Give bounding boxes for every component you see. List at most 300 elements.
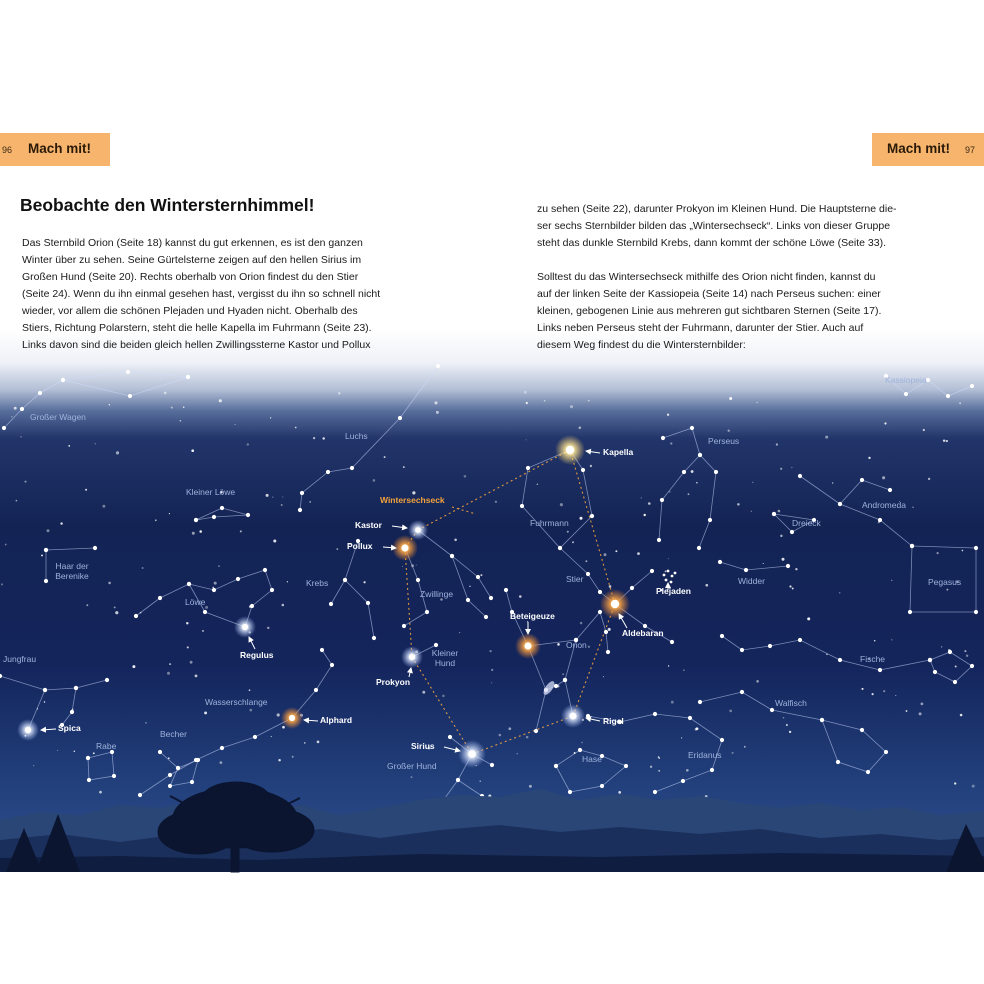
star xyxy=(832,482,833,483)
star xyxy=(588,400,590,402)
constellation-star-luchs xyxy=(326,470,330,474)
star xyxy=(37,708,38,709)
night-sky-background xyxy=(0,330,984,872)
star xyxy=(604,553,607,556)
constellation-star-perseus xyxy=(657,538,661,542)
star xyxy=(5,544,7,546)
star xyxy=(240,530,242,532)
label-dreieck: Dreieck xyxy=(792,518,821,528)
constellation-star-loewe xyxy=(250,604,254,608)
star xyxy=(670,442,672,444)
constellation-star-wasserschlange xyxy=(220,746,224,750)
label-beteigeuze: Beteigeuze xyxy=(510,611,555,621)
star xyxy=(683,669,685,671)
star xyxy=(235,424,236,425)
label-grosser-wagen: Großer Wagen xyxy=(30,412,86,422)
star xyxy=(686,769,689,772)
constellation-star-zwillinge xyxy=(484,615,488,619)
star xyxy=(526,439,527,440)
constellation-star-hase xyxy=(578,748,582,752)
star xyxy=(271,736,272,737)
body-text-line: Stiers, Richtung Polarstern, steht die helle Kapella im Fuhrmann (Seite 23). xyxy=(22,322,372,334)
star xyxy=(205,606,208,609)
star xyxy=(402,566,403,567)
star xyxy=(732,752,734,754)
star xyxy=(403,466,405,468)
constellation-star-orion xyxy=(504,588,508,592)
star xyxy=(825,436,828,439)
star xyxy=(277,713,280,716)
star xyxy=(572,541,574,543)
star xyxy=(190,661,193,664)
constellation-star-kleiner-loewe xyxy=(220,506,224,510)
star xyxy=(454,539,457,542)
star xyxy=(557,643,560,646)
star xyxy=(171,407,173,409)
star xyxy=(574,752,576,754)
body-text-line: Solltest du das Wintersechseck mithilfe des Orion nicht finden, kannst du xyxy=(537,271,876,283)
constellation-star-andromeda xyxy=(798,474,802,478)
constellation-star-haar-der-berenike xyxy=(44,548,48,552)
star xyxy=(479,780,480,781)
plejaden-star xyxy=(671,575,674,578)
star xyxy=(169,663,171,665)
star xyxy=(309,501,311,503)
star xyxy=(966,654,968,656)
star xyxy=(436,411,439,414)
bright-star-spica xyxy=(25,727,31,733)
star xyxy=(941,646,942,647)
star xyxy=(891,580,892,581)
star xyxy=(192,532,195,535)
star xyxy=(93,752,95,754)
star xyxy=(267,627,269,629)
constellation-star-luchs xyxy=(298,508,302,512)
label-haar-der-berenike: Haar der Berenike xyxy=(55,561,89,581)
star xyxy=(912,506,914,508)
star xyxy=(1,583,3,585)
plejaden-star xyxy=(663,574,666,577)
star xyxy=(132,665,135,668)
constellation-star-loewe xyxy=(236,577,240,581)
star xyxy=(906,710,908,712)
star xyxy=(780,535,782,537)
constellation-star-hase xyxy=(554,764,558,768)
constellation-star-dreieck xyxy=(772,512,776,516)
star xyxy=(567,531,569,533)
constellation-star-hase xyxy=(568,790,572,794)
star xyxy=(116,451,119,454)
star xyxy=(603,676,604,677)
bright-star-prokyon xyxy=(409,654,415,660)
constellation-star-wasserschlange xyxy=(253,735,257,739)
star xyxy=(955,665,957,667)
star xyxy=(778,510,781,513)
constellation-star-grosser-wagen xyxy=(20,407,24,411)
star xyxy=(469,586,470,587)
star xyxy=(249,689,251,691)
star xyxy=(580,622,582,624)
constellation-star-perseus xyxy=(708,518,712,522)
constellation-star-kleiner-hund xyxy=(434,643,438,647)
constellation-star-fische xyxy=(970,664,974,668)
star xyxy=(795,568,797,570)
star xyxy=(882,476,885,479)
star xyxy=(954,782,956,784)
constellation-star-kleiner-loewe xyxy=(212,515,216,519)
star xyxy=(115,611,118,614)
star xyxy=(972,785,975,788)
label-kapella: Kapella xyxy=(603,447,634,457)
constellation-star-walfisch xyxy=(884,750,888,754)
star xyxy=(570,405,573,408)
star xyxy=(85,489,87,491)
star xyxy=(218,565,219,566)
constellation-star-luchs xyxy=(398,416,402,420)
constellation-star-dreieck xyxy=(790,530,794,534)
star xyxy=(563,674,564,675)
star xyxy=(491,669,493,671)
star xyxy=(499,734,502,737)
constellation-star-wasserschlange xyxy=(168,773,172,777)
label-wasserschlange: Wasserschlange xyxy=(205,697,268,707)
constellation-star-kassiopeia xyxy=(946,394,950,398)
label-sirius: Sirius xyxy=(411,741,435,751)
star xyxy=(705,584,708,587)
constellation-star-becher xyxy=(158,750,162,754)
constellation-star-grosser-wagen xyxy=(128,394,132,398)
star xyxy=(183,406,185,408)
constellation-star-loewe xyxy=(134,614,138,618)
constellation-star-andromeda xyxy=(838,502,842,506)
star xyxy=(751,511,752,512)
constellation-star-fuhrmann xyxy=(520,504,524,508)
label-luchs: Luchs xyxy=(345,431,368,441)
star xyxy=(434,401,437,404)
body-text-line: wieder, vor allem die schönen Plejaden und Hyaden nicht. Oberhalb des xyxy=(22,305,358,317)
star xyxy=(411,776,413,778)
constellation-star-andromeda xyxy=(888,488,892,492)
constellation-star-krebs xyxy=(343,578,347,582)
star xyxy=(495,501,497,503)
star xyxy=(668,558,669,559)
star xyxy=(180,420,182,422)
constellation-star-eridanus xyxy=(681,779,685,783)
constellation-star-fische xyxy=(720,634,724,638)
constellation-star-orion xyxy=(604,630,608,634)
star xyxy=(95,443,96,444)
star xyxy=(826,654,828,656)
constellation-star-fische xyxy=(933,670,937,674)
star xyxy=(57,750,58,751)
star xyxy=(140,612,142,614)
constellation-star-stier xyxy=(586,572,590,576)
star xyxy=(786,724,788,726)
star xyxy=(270,417,271,418)
star xyxy=(247,443,249,445)
constellation-star-orion xyxy=(606,650,610,654)
star xyxy=(33,765,34,766)
constellation-star-walfisch xyxy=(698,700,702,704)
star xyxy=(282,604,285,607)
plejaden-star xyxy=(665,579,668,582)
star xyxy=(74,750,76,752)
star xyxy=(164,392,167,395)
star xyxy=(249,709,252,712)
star xyxy=(524,391,527,394)
label-wintersechseck: Wintersechseck xyxy=(380,495,445,505)
star xyxy=(102,505,105,508)
label-fische: Fische xyxy=(860,654,886,664)
constellation-star-eridanus xyxy=(720,738,724,742)
bright-star-regulus xyxy=(242,624,248,630)
constellation-star-wasserschlange xyxy=(330,663,334,667)
constellation-star-luchs xyxy=(350,466,354,470)
constellation-star-grosser-hund xyxy=(448,735,452,739)
star xyxy=(789,585,791,587)
star xyxy=(579,517,582,520)
star xyxy=(782,558,785,561)
star xyxy=(273,539,276,542)
star xyxy=(792,588,794,590)
constellation-star-grosser-hund xyxy=(456,778,460,782)
constellation-star-loewe xyxy=(203,610,207,614)
star xyxy=(729,710,732,713)
star xyxy=(322,437,324,439)
star xyxy=(287,581,288,582)
star xyxy=(921,703,924,706)
constellation-star-grosser-wagen xyxy=(126,370,130,374)
label-becher: Becher xyxy=(160,729,187,739)
star xyxy=(313,437,315,439)
constellation-star-becher xyxy=(190,780,194,784)
page-number-left: 96 xyxy=(2,145,13,155)
constellation-star-grosser-wagen xyxy=(61,378,65,382)
constellation-star-zwillinge xyxy=(402,624,406,628)
constellation-star-perseus xyxy=(697,546,701,550)
constellation-star-kassiopeia xyxy=(904,392,908,396)
constellation-star-loewe xyxy=(270,588,274,592)
star xyxy=(168,757,170,759)
constellation-star-luchs xyxy=(300,491,304,495)
star xyxy=(142,567,144,569)
star xyxy=(464,475,467,478)
constellation-star-eridanus xyxy=(586,714,590,718)
constellation-star-perseus xyxy=(661,436,665,440)
constellation-star-walfisch xyxy=(740,690,744,694)
star xyxy=(756,402,757,403)
star xyxy=(868,457,870,459)
star xyxy=(220,761,223,764)
label-krebs: Krebs xyxy=(306,578,329,588)
star xyxy=(776,443,778,445)
body-text-line: Großen Hund (Seite 20). Rechts oberhalb von Orion findest du den Stier xyxy=(22,271,359,283)
star xyxy=(41,554,43,556)
star xyxy=(883,690,885,692)
star xyxy=(202,630,204,632)
label-pegasus: Pegasus xyxy=(928,577,962,587)
star xyxy=(874,640,875,641)
constellation-star-pegasus xyxy=(974,610,978,614)
constellation-star-grosser-wagen xyxy=(2,426,6,430)
star xyxy=(928,478,930,480)
body-text-line: (Seite 24). Wenn du ihn einmal gesehen hast, vergisst du ihn so schnell nicht xyxy=(22,288,381,300)
label-andromeda: Andromeda xyxy=(862,500,906,510)
star xyxy=(204,711,207,714)
label-kastor: Kastor xyxy=(355,520,382,530)
constellation-star-fuhrmann xyxy=(581,468,585,472)
star xyxy=(658,770,660,772)
star xyxy=(191,449,194,452)
star xyxy=(791,467,792,468)
star xyxy=(585,560,587,562)
star xyxy=(696,727,699,730)
star xyxy=(946,440,948,442)
star xyxy=(884,422,886,424)
constellation-star-widder xyxy=(786,564,790,568)
label-kassiopeia: Kassiopeia xyxy=(885,375,927,385)
star xyxy=(609,585,612,588)
star xyxy=(648,502,651,505)
star xyxy=(491,682,492,683)
star xyxy=(560,503,563,506)
constellation-star-kleiner-loewe xyxy=(194,518,198,522)
star xyxy=(962,550,964,552)
tab-label-left: Mach mit! xyxy=(28,141,92,156)
star xyxy=(442,695,445,698)
star xyxy=(919,712,922,715)
label-kleiner-loewe: Kleiner Löwe xyxy=(186,487,236,497)
star xyxy=(744,746,746,748)
star xyxy=(526,402,528,404)
body-text-line: zu sehen (Seite 22), darunter Prokyon im Kleinen Hund. Die Hauptsterne die- xyxy=(537,203,897,215)
constellation-star-pegasus xyxy=(910,544,914,548)
star xyxy=(588,646,590,648)
constellation-star-stier xyxy=(630,586,634,590)
constellation-star-rabe xyxy=(112,774,116,778)
constellation-star-walfisch xyxy=(836,760,840,764)
constellation-star-perseus xyxy=(690,426,694,430)
constellation-star-eridanus xyxy=(653,712,657,716)
star xyxy=(292,756,294,758)
page-title: Beobachte den Wintersternhimmel! xyxy=(20,195,315,215)
label-aldebaran: Aldebaran xyxy=(622,628,664,638)
star xyxy=(145,722,146,723)
constellation-star-perseus xyxy=(714,470,718,474)
label-zwillinge: Zwillinge xyxy=(420,589,454,599)
label-widder: Widder xyxy=(738,576,765,586)
star xyxy=(219,399,222,402)
label-rigel: Rigel xyxy=(603,716,624,726)
constellation-star-haar-der-berenike xyxy=(93,546,97,550)
constellation-star-pegasus xyxy=(974,546,978,550)
star xyxy=(861,688,863,690)
constellation-star-widder xyxy=(744,568,748,572)
star xyxy=(807,617,810,620)
star xyxy=(86,604,88,606)
star xyxy=(590,465,592,467)
star xyxy=(615,550,617,552)
constellation-star-eridanus xyxy=(710,768,714,772)
star xyxy=(317,741,320,744)
constellation-star-grosser-hund xyxy=(490,763,494,767)
page-number-right: 97 xyxy=(965,145,976,155)
constellation-star-widder xyxy=(718,560,722,564)
star xyxy=(937,552,939,554)
star xyxy=(667,414,669,416)
constellation-star-zwillinge xyxy=(425,610,429,614)
star xyxy=(281,504,283,506)
plejaden-star xyxy=(674,572,677,575)
star xyxy=(363,581,365,583)
constellation-star-orion xyxy=(534,729,538,733)
label-regulus: Regulus xyxy=(240,650,274,660)
star xyxy=(99,791,102,794)
label-eridanus: Eridanus xyxy=(688,750,722,760)
constellation-star-grosser-wagen xyxy=(38,391,42,395)
label-loewe: Löwe xyxy=(185,597,206,607)
star xyxy=(728,430,730,432)
star xyxy=(537,484,538,485)
page-tab-left xyxy=(0,133,110,166)
constellation-star-fische xyxy=(928,658,932,662)
constellation-star-kassiopeia xyxy=(970,384,974,388)
star xyxy=(167,672,170,675)
star xyxy=(579,427,582,430)
constellation-star-rabe xyxy=(86,756,90,760)
body-text-line: kleinen, gebogenen Linie aus mehreren gut sichtbaren Sternen (Seite 17). xyxy=(537,305,882,317)
constellation-star-walfisch xyxy=(860,728,864,732)
star xyxy=(669,491,670,492)
body-text-line: Winter über zu sehen. Seine Gürtelsterne zeigen auf den hellen Sirius im xyxy=(22,254,362,266)
star xyxy=(20,436,21,437)
constellation-star-jungfrau xyxy=(105,678,109,682)
constellation-star-perseus xyxy=(682,470,686,474)
constellation-star-orion xyxy=(554,684,558,688)
constellation-star-zwillinge xyxy=(466,598,470,602)
star xyxy=(665,571,667,573)
star xyxy=(11,416,12,417)
star xyxy=(16,500,18,502)
star xyxy=(508,727,511,730)
label-fuhrmann: Fuhrmann xyxy=(530,518,569,528)
star xyxy=(608,628,611,631)
star xyxy=(109,404,110,405)
star xyxy=(266,494,269,497)
constellation-star-zwillinge xyxy=(450,554,454,558)
constellation-star-stier xyxy=(670,640,674,644)
star xyxy=(681,737,682,738)
body-text-line: Das Sternbild Orion (Seite 18) kannst du gut erkennen, es ist den ganzen xyxy=(22,237,363,249)
plejaden-star xyxy=(670,581,673,584)
star xyxy=(780,468,782,470)
star xyxy=(644,514,646,516)
constellation-star-orion xyxy=(598,610,602,614)
star xyxy=(195,675,198,678)
star xyxy=(737,503,739,505)
star xyxy=(544,400,546,402)
bright-star-kapella xyxy=(566,446,574,454)
constellation-star-wasserschlange xyxy=(138,793,142,797)
constellation-star-orion xyxy=(563,678,567,682)
constellation-star-eridanus xyxy=(653,790,657,794)
constellation-star-krebs xyxy=(366,601,370,605)
star xyxy=(671,701,674,704)
body-text-line: ser sechs Sternbilder bilden das „Wintersechseck“. Links von dieser Gruppe xyxy=(537,220,891,232)
body-text-line: Links davon sind die beiden gleich hellen Zwillingssterne Kastor und Pollux xyxy=(22,339,371,351)
constellation-star-walfisch xyxy=(866,770,870,774)
constellation-star-grosser-wagen xyxy=(186,375,190,379)
